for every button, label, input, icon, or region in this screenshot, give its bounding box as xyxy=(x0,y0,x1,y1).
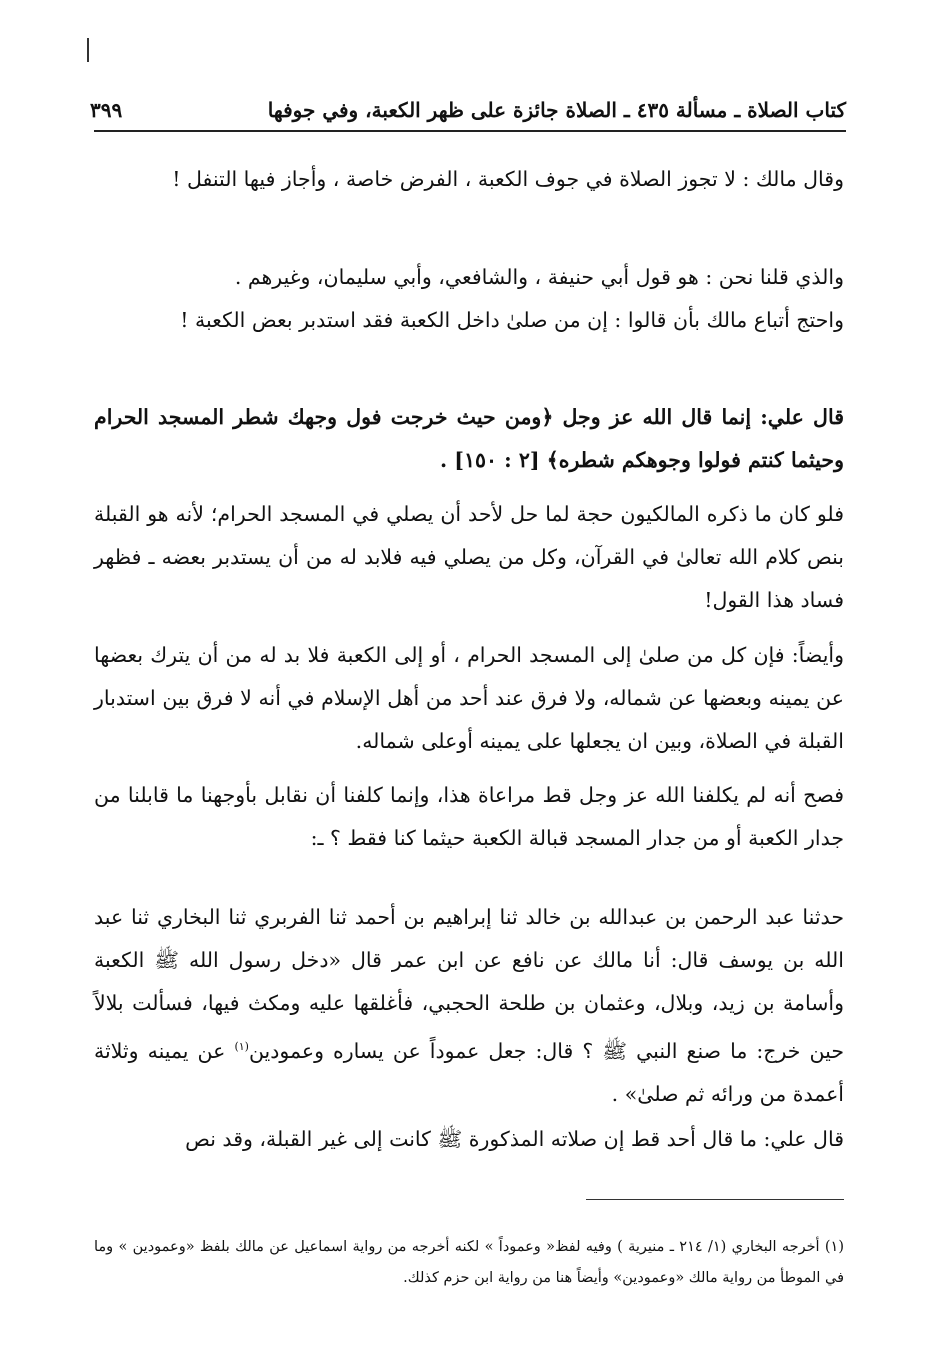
paragraph-quran-quote: قال علي: إنما قال الله عز وجل ﴿ومن حيث خرجت فول وجهك شطر المسجد الحرام وحيثما كنتم فولوا وجوهكم شطره﴾ [٢ : ١٥٠] . xyxy=(94,405,844,472)
header-title: كتاب الصلاة ـ مسألة ٤٣٥ ـ الصلاة جائزة على ظهر الكعبة، وفي جوفها xyxy=(267,98,846,122)
header-rule xyxy=(94,130,846,132)
footnote: (١) أخرجه البخاري (١/ ٢١٤ ـ منيرية ) وفيه لفظ« وعموداً » لكنه أخرجه من رواية اسماعيل عن مالك بلفظ «وعمودين » وما في الموطأ من رواية مالك «وعمودين» وأيضاً هنا من رواية ابن حزم كذلك. xyxy=(94,1239,844,1286)
paragraph-hadith xyxy=(94,896,844,1116)
paragraph-rebuttal: فلو كان ما ذكره المالكيون حجة لما حل لأحد أن يصلي في المسجد الحرام؛ لأنه هو القبلة بنص كلام الله تعالىٰ في القرآن، وكل من يصلي فيه فلابد له من أن يستدبر بعضه ـ فظهر فساد هذا القول! xyxy=(94,502,844,612)
footnote-marker: (١) xyxy=(234,1040,249,1053)
paragraph-also: وأيضاً: فإن كل من صلىٰ إلى المسجد الحرام ، أو إلى الكعبة فلا بد له من أن يترك بعضها عن يمينه وبعضها عن شماله، ولا فرق عند أحد من أهل الإسلام في أنه لا فرق بين استدبار القبلة في الصلاة، وبين ان يجعلها على يمينه أوعلى شماله. xyxy=(94,643,844,753)
running-header xyxy=(90,82,846,122)
margin-mark xyxy=(87,38,89,62)
hadith-text: حدثنا عبد الرحمن بن عبدالله بن خالد ثنا إبراهيم بن أحمد ثنا الفربري ثنا البخاري ثنا عبد الله بن يوسف قال: أنا مالك عن نافع عن ابن عمر قال «دخل رسول الله ﷺ الكعبة وأسامة بن زيد، وبلال، وعثمان بن طلحة الحجبي، فأغلقها عليه ومكث فيها، فسألت بلالاً حين خرج: ما صنع النبي ﷺ ؟ قال: جعل عموداً عن يساره وعمودين xyxy=(94,905,844,1063)
paragraph-argument: واحتج أتباع مالك بأن قالوا : إن من صلىٰ داخل الكعبة فقد استدبر بعض الكعبة ! xyxy=(180,308,844,332)
footnote-rule xyxy=(586,1199,844,1200)
paragraph-conclusion: فصح أنه لم يكلفنا الله عز وجل قط مراعاة هذا، وإنما كلفنا أن نقابل بأوجهنا ما قابلنا من جدار الكعبة أو من جدار المسجد قبالة الكعبة حيثما كنا فقط ؟ ـ: xyxy=(94,783,844,850)
paragraph-our-view: والذي قلنا نحن : هو قول أبي حنيفة ، والشافعي، وأبي سليمان، وغيرهم . xyxy=(234,265,844,289)
page-number: ٣٩٩ xyxy=(90,98,123,122)
paragraph-ali: قال علي: ما قال أحد قط إن صلاته المذكورة ﷺ كانت إلى غير القبلة، وقد نص xyxy=(185,1127,844,1151)
hadith-text-end: عن يمينه وثلاثة أعمدة من ورائه ثم صلىٰ» . xyxy=(94,1038,844,1106)
paragraph-malik: وقال مالك : لا تجوز الصلاة في جوف الكعبة ، الفرض خاصة ، وأجاز فيها التنفل ! xyxy=(172,167,844,191)
